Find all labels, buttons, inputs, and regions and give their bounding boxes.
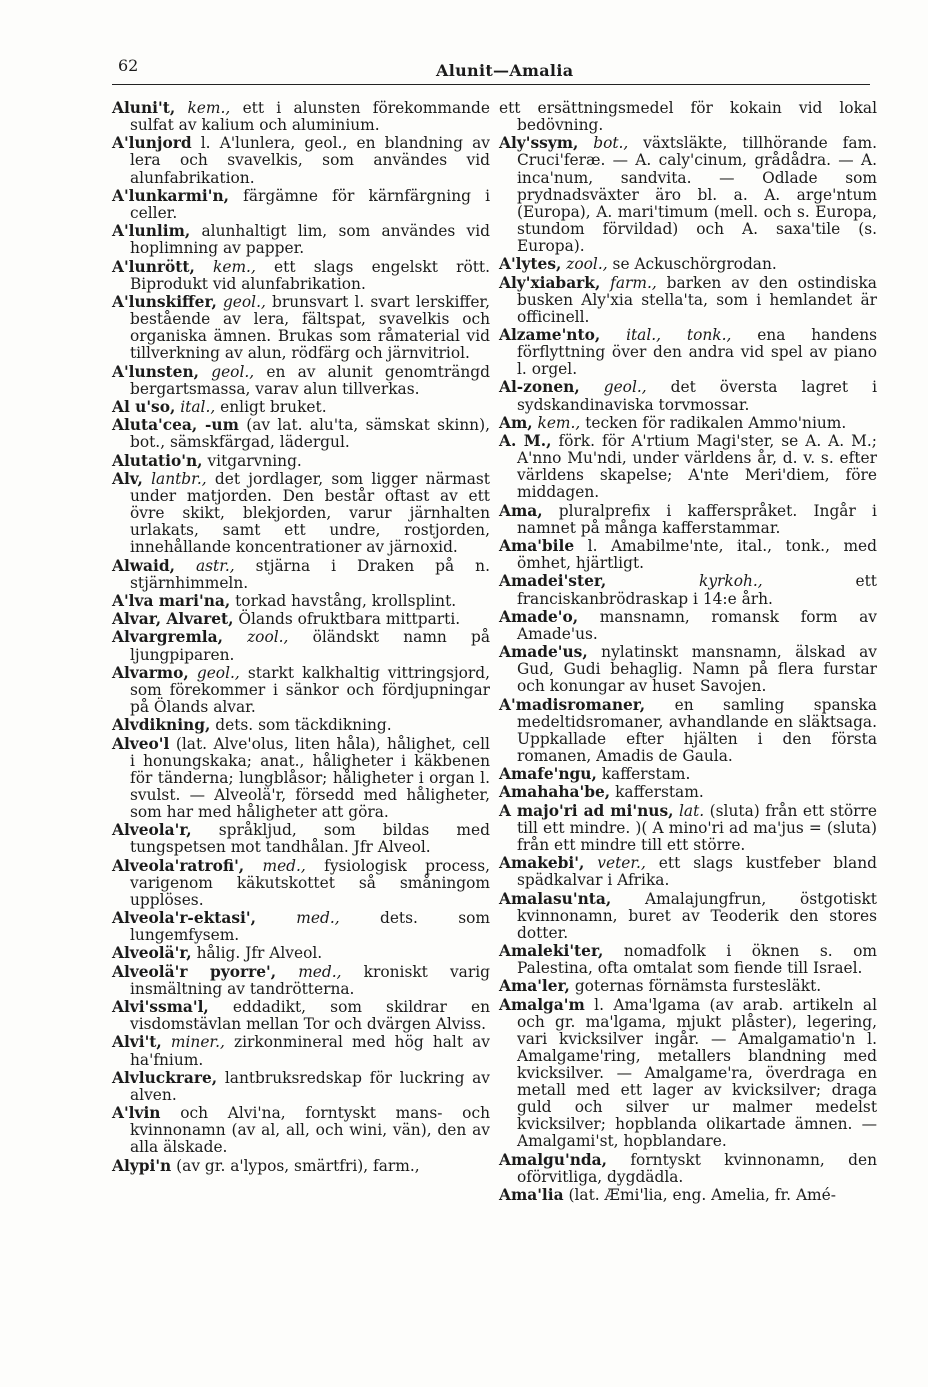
entry-headword: Alypi'n (112, 1156, 172, 1175)
entry-headword: Alveola'r-ektasi', (112, 909, 256, 928)
entry-headword: Am, (499, 413, 533, 432)
entry-label: geol., (222, 292, 266, 311)
entry-label: med., (262, 856, 306, 875)
entry-text: starkt kalkhaltig vittringsjord, som förekommer i sänkor och fördjupningar på Ölands alvar. (130, 663, 490, 716)
entry-text: se Ackuschörgrodan. (612, 255, 777, 274)
entry-headword: Ama'lia (499, 1186, 564, 1205)
entry-text: det översta lagret i sydskandinaviska torvmossar. (517, 378, 877, 414)
entry-headword: Amakebi', (499, 854, 585, 873)
dictionary-entry (112, 558, 490, 592)
entry-headword: Ama, (499, 501, 543, 520)
entry-headword: Alvi't, (112, 1033, 162, 1052)
dictionary-entry (112, 1070, 490, 1104)
dictionary-entry (499, 644, 877, 695)
entry-text: ett ersättningsmedel för kokain vid lokal bedövning. (499, 99, 877, 135)
dictionary-entry (112, 736, 490, 821)
entry-headword: A'lunrött, (112, 257, 195, 276)
entry-headword: Alveola'r, (112, 821, 192, 840)
entry-text: (lat. Alve'olus, liten håla), hålighet, cell i honungskaka; anat., håligheter i käkbenen för tänderna; lungblåsor; håligheter i organ l. svulst. — Alveolä'r, försedd med håligheter, som har med håligheter att göra. (130, 734, 490, 821)
entry-headword: A'lunsten, (112, 362, 199, 381)
dictionary-entry (499, 997, 877, 1151)
entry-text: hålig. Jfr Alveol. (196, 944, 323, 963)
entry-label: zool., (566, 255, 608, 274)
entry-headword: Alvluckrare, (112, 1068, 218, 1087)
entry-label: kem., (213, 257, 256, 276)
entry-text: l. A'lunlera, geol., en blandning av lera och svavelkis, som användes vid alunfabrikation. (130, 134, 490, 187)
entry-headword: Amade'o, (499, 607, 579, 626)
dictionary-entry (112, 717, 490, 734)
entry-text: goternas förnämsta furstesläkt. (574, 977, 822, 996)
entry-headword: Alveolä'r pyorre', (112, 962, 277, 981)
entry-headword: A'madisromaner, (499, 695, 646, 714)
entry-text: och Alvi'na, forntyskt mans- och kvinnonamn (av al, all, och wini, vän), den av alla älskade. (130, 1104, 490, 1157)
dictionary-entry (112, 611, 490, 628)
entry-text: stjärna i Draken på n. stjärnhimmeln. (130, 556, 490, 592)
dictionary-entry (499, 784, 877, 801)
entry-headword: Amalga'm (499, 995, 585, 1014)
entry-text: växtsläkte, tillhörande fam. Cruci'feræ. — A. caly'cinum, grådådra. — A. inca'num, sandvita. — Odlade som prydnadsväxter äro bl. a. A. arge'ntum (Europa), A. mari'timum (mell. och s. Europa, stundom förvildad) och A. saxa'tile (s. Europa). (517, 134, 877, 255)
entry-label: med., (298, 962, 342, 981)
dictionary-entry (112, 964, 490, 998)
entry-headword: Alutatio'n, (112, 451, 203, 470)
entry-label: lantbr., (151, 469, 207, 488)
entry-text: kafferstam. (601, 765, 691, 784)
dictionary-entry (499, 573, 877, 607)
entry-text: (av gr. a'lypos, smärtfri), farm., (176, 1156, 420, 1175)
entry-text: pluralprefix i kafferspråket. Ingår i namnet på många kafferstammar. (517, 501, 877, 537)
entry-label: farm., (610, 273, 657, 292)
left-column (112, 100, 490, 1176)
entry-headword: Amalasu'nta, (499, 889, 612, 908)
right-column (499, 100, 877, 1205)
dictionary-entry (112, 417, 490, 451)
dictionary-entry (499, 609, 877, 643)
entry-headword: Alvi'ssma'l, (112, 998, 209, 1017)
entry-headword: A'lunskiffer, (112, 292, 217, 311)
entry-headword: Amaleki'ter, (499, 942, 604, 961)
entry-headword: A. M., (499, 432, 552, 451)
dictionary-entry (112, 135, 490, 186)
entry-headword: Alvar, Alvaret, (112, 610, 234, 629)
entry-headword: Alvargremla, (112, 628, 223, 647)
dictionary-entry (499, 803, 877, 854)
entry-label: astr., (195, 556, 235, 575)
dictionary-entry (499, 978, 877, 995)
entry-text: zirkonmineral med hög halt av ha'fnium. (130, 1033, 490, 1069)
dictionary-entry (499, 415, 877, 432)
entry-headword: Alwaid, (112, 556, 175, 575)
entry-label: veter., (597, 854, 646, 873)
entry-text: dets. som täckdikning. (215, 716, 392, 735)
entry-text: alunhaltigt lim, som användes vid hoplimning av papper. (130, 222, 490, 258)
dictionary-entry (112, 629, 490, 663)
entry-headword: A'lva mari'na, (112, 591, 231, 610)
entry-text: ett i alunsten förekommande sulfat av kalium och aluminium. (130, 99, 490, 135)
entry-headword: Al u'so, (112, 397, 176, 416)
entry-text: l. Ama'lgama (av arab. artikeln al och gr. ma'lgama, mjukt plåster), legering, vari kvicksilver ingår. — Amalgamatio'n l. Amalgame'ring, metallers blandning med kvicksilver. — Amalgame'ra, överdraga en metall med ett lager av kvicksilver; draga guld och silver ur malmer medelst kvicksilver; hopblanda olikartade ämnen. — Amalgami'st, hopblandare. (517, 995, 877, 1151)
dictionary-entry (112, 188, 490, 222)
entry-text: dets. som lungemfysem. (130, 909, 490, 945)
entry-text: (av lat. alu'ta, sämskat skinn), bot., sämskfärgad, lädergul. (130, 416, 490, 452)
entry-headword: A majo'ri ad mi'nus, (499, 801, 674, 820)
entry-text: brunsvart l. svart lerskiffer, bestående av lera, fältspat, svavelkis och organiska ämnen. Brukas som råmaterial vid tillverkning av alun, rödfärg och järnvitriol. (130, 292, 490, 363)
dictionary-entry (499, 697, 877, 765)
entry-headword: Amalgu'nda, (499, 1150, 607, 1169)
dictionary-entry (112, 1105, 490, 1156)
dictionary-entry (499, 379, 877, 413)
entry-text: ena handens förflyttning över den andra vid spel av piano l. orgel. (517, 325, 877, 379)
dictionary-entry (112, 100, 490, 134)
dictionary-entry (499, 943, 877, 977)
entry-headword: Alveolä'r, (112, 944, 192, 963)
entry-text: torkad havstång, krollsplint. (235, 591, 457, 610)
entry-headword: A'lvin (112, 1104, 161, 1123)
entry-text: lantbruksredskap för luckring av alven. (130, 1068, 490, 1104)
dictionary-entry (112, 858, 490, 909)
dictionary-entry (112, 1158, 490, 1175)
entry-text: forntyskt kvinnonamn, den oförvitliga, dygdädla. (517, 1150, 877, 1186)
entry-text: Amalajungfrun, östgotiskt kvinnonamn, buret av Teoderik den stores dotter. (517, 889, 877, 942)
entry-text: (lat. Æmi'lia, eng. Amelia, fr. Amé- (568, 1186, 836, 1205)
header-rule (112, 84, 870, 85)
entry-text: kroniskt varig insmältning av tandrötterna. (130, 962, 490, 998)
entry-headword: A'lunkarmi'n, (112, 186, 230, 205)
dictionary-entry (499, 256, 877, 273)
entry-headword: Amahaha'be, (499, 783, 611, 802)
dictionary-entry (499, 891, 877, 942)
entry-text: (sluta) från ett större till ett mindre. )( A mino'ri ad ma'jus = (sluta) från ett mindre till ett större. (517, 801, 877, 854)
entry-label: med., (296, 909, 340, 928)
dictionary-entry (112, 945, 490, 962)
dictionary-entry (112, 910, 490, 944)
entry-headword: Alzame'nto, (499, 325, 601, 344)
entry-label: lat. (678, 801, 705, 820)
entry-text: l. Amabilme'nte, ital., tonk., med ömhet, hjärtligt. (517, 537, 877, 573)
running-head: Alunit—Amalia (436, 61, 574, 80)
entry-headword: Alveola'ratrofi', (112, 856, 245, 875)
dictionary-entry (112, 399, 490, 416)
entry-label: ital., tonk., (626, 325, 732, 344)
entry-text: mansnamn, romansk form av Amade'us. (517, 607, 877, 643)
entry-text: barken av den ostindiska busken Aly'xia stella'ta, som i hemlandet är officinell. (517, 273, 877, 326)
entry-text: nomadfolk i öknen s. om Palestina, ofta omtalat som fiende till Israel. (517, 942, 877, 978)
entry-headword: Alv, (112, 469, 143, 488)
entry-label: ital., (180, 397, 216, 416)
dictionary-entry (499, 1187, 877, 1204)
entry-text: vitgarvning. (207, 451, 302, 470)
entry-headword: Alvarmo, (112, 663, 189, 682)
entry-headword: A'lytes, (499, 255, 562, 274)
dictionary-entry (499, 327, 877, 378)
entry-text: en samling spanska medeltidsromaner, avhandlande en släktsaga. Uppkallade efter hjälten i den första romanen, Amadis de Gaula. (517, 695, 877, 765)
entry-label: bot., (593, 134, 629, 153)
entry-headword: Aly'xiabark, (499, 273, 601, 292)
dictionary-entry (499, 1152, 877, 1186)
entry-text: ett franciskanbrödraskap i 14:e årh. (517, 572, 877, 608)
entry-text: en av alunit genomträngd bergartsmassa, varav alun tillverkas. (130, 362, 490, 398)
dictionary-entry (112, 665, 490, 716)
dictionary-entry (499, 855, 877, 889)
dictionary-entry (112, 259, 490, 293)
entry-label: geol., (211, 362, 255, 381)
dictionary-entry (499, 766, 877, 783)
entry-label: geol., (603, 378, 647, 397)
dictionary-entry (499, 135, 877, 255)
entry-text: färgämne för kärnfärgning i celler. (130, 186, 490, 222)
dictionary-entry (112, 1034, 490, 1068)
entry-headword: Amade'us, (499, 643, 588, 662)
entry-label: kem., (537, 413, 581, 432)
dictionary-entry (499, 538, 877, 572)
entry-text: enligt bruket. (220, 397, 327, 416)
entry-headword: Aluta'cea, -um (112, 416, 239, 435)
dictionary-entry (112, 223, 490, 257)
entry-headword: Alveo'l (112, 734, 170, 753)
dictionary-entry (499, 275, 877, 326)
dictionary-entry (112, 294, 490, 362)
entry-text: nylatinskt mansnamn, älskad av Gud, Gudi behaglig. Namn på flera furstar och konungar av huset Savojen. (517, 643, 877, 696)
dictionary-entry (112, 453, 490, 470)
entry-headword: Aluni't, (112, 99, 176, 117)
entry-headword: Alvdikning, (112, 716, 211, 735)
entry-text: öländskt namn på ljungpiparen. (130, 628, 490, 664)
dictionary-entry (112, 364, 490, 398)
entry-text: förk. för A'rtium Magi'ster, se A. A. M.; A'nno Mu'ndi, under världens år, d. v. s. efter världens skapelse; A'nte Meri'diem, före middagen. (517, 432, 877, 502)
dictionary-entry (112, 471, 490, 556)
dictionary-entry (499, 503, 877, 537)
dictionary-entry (112, 822, 490, 856)
entry-headword: Ama'bile (499, 537, 575, 556)
entry-text: tecken för radikalen Ammo'nium. (585, 413, 847, 432)
entry-label: zool., (247, 628, 289, 647)
entry-text: ett slags engelskt rött. Biprodukt vid alunfabrikation. (130, 257, 490, 293)
entry-text: kafferstam. (615, 783, 704, 802)
entry-text: fysiologisk process, varigenom käkutskottet så småningom upplöses. (130, 856, 490, 909)
entry-text: det jordlager, som ligger närmast under matjorden. Den består oftast av ett övre skikt, blekjorden, varur järnhalten urlakats, samt ett undre, rostjorden, innehållande koncentrationer av järnoxid. (130, 469, 490, 557)
entry-headword: Ama'ler, (499, 977, 570, 996)
entry-label: kem., (187, 99, 231, 117)
entry-label: geol., (196, 663, 240, 682)
dictionary-entry (499, 100, 877, 134)
entry-text: ett slags kustfeber bland spädkalvar i Afrika. (517, 854, 877, 890)
entry-headword: Al-zonen, (499, 378, 580, 397)
entry-headword: Aly'ssym, (499, 134, 579, 153)
entry-headword: A'lunlim, (112, 222, 191, 241)
dictionary-entry (112, 593, 490, 610)
entry-text: språkljud, som bildas med tungspetsen mot tandhålan. Jfr Alveol. (130, 821, 490, 857)
dictionary-entry (112, 999, 490, 1033)
entry-label: miner., (170, 1033, 225, 1052)
page-number: 62 (118, 56, 139, 75)
entry-text: eddadikt, som skildrar en visdomstävlan mellan Tor och dvärgen Alviss. (130, 998, 490, 1034)
dictionary-entry (499, 433, 877, 501)
entry-headword: Amadei'ster, (499, 572, 607, 591)
entry-headword: Amafe'ngu, (499, 765, 597, 784)
entry-text: Ölands ofruktbara mittparti. (238, 610, 461, 629)
entry-label: kyrkoh., (699, 572, 763, 591)
entry-headword: A'lunjord (112, 134, 192, 153)
